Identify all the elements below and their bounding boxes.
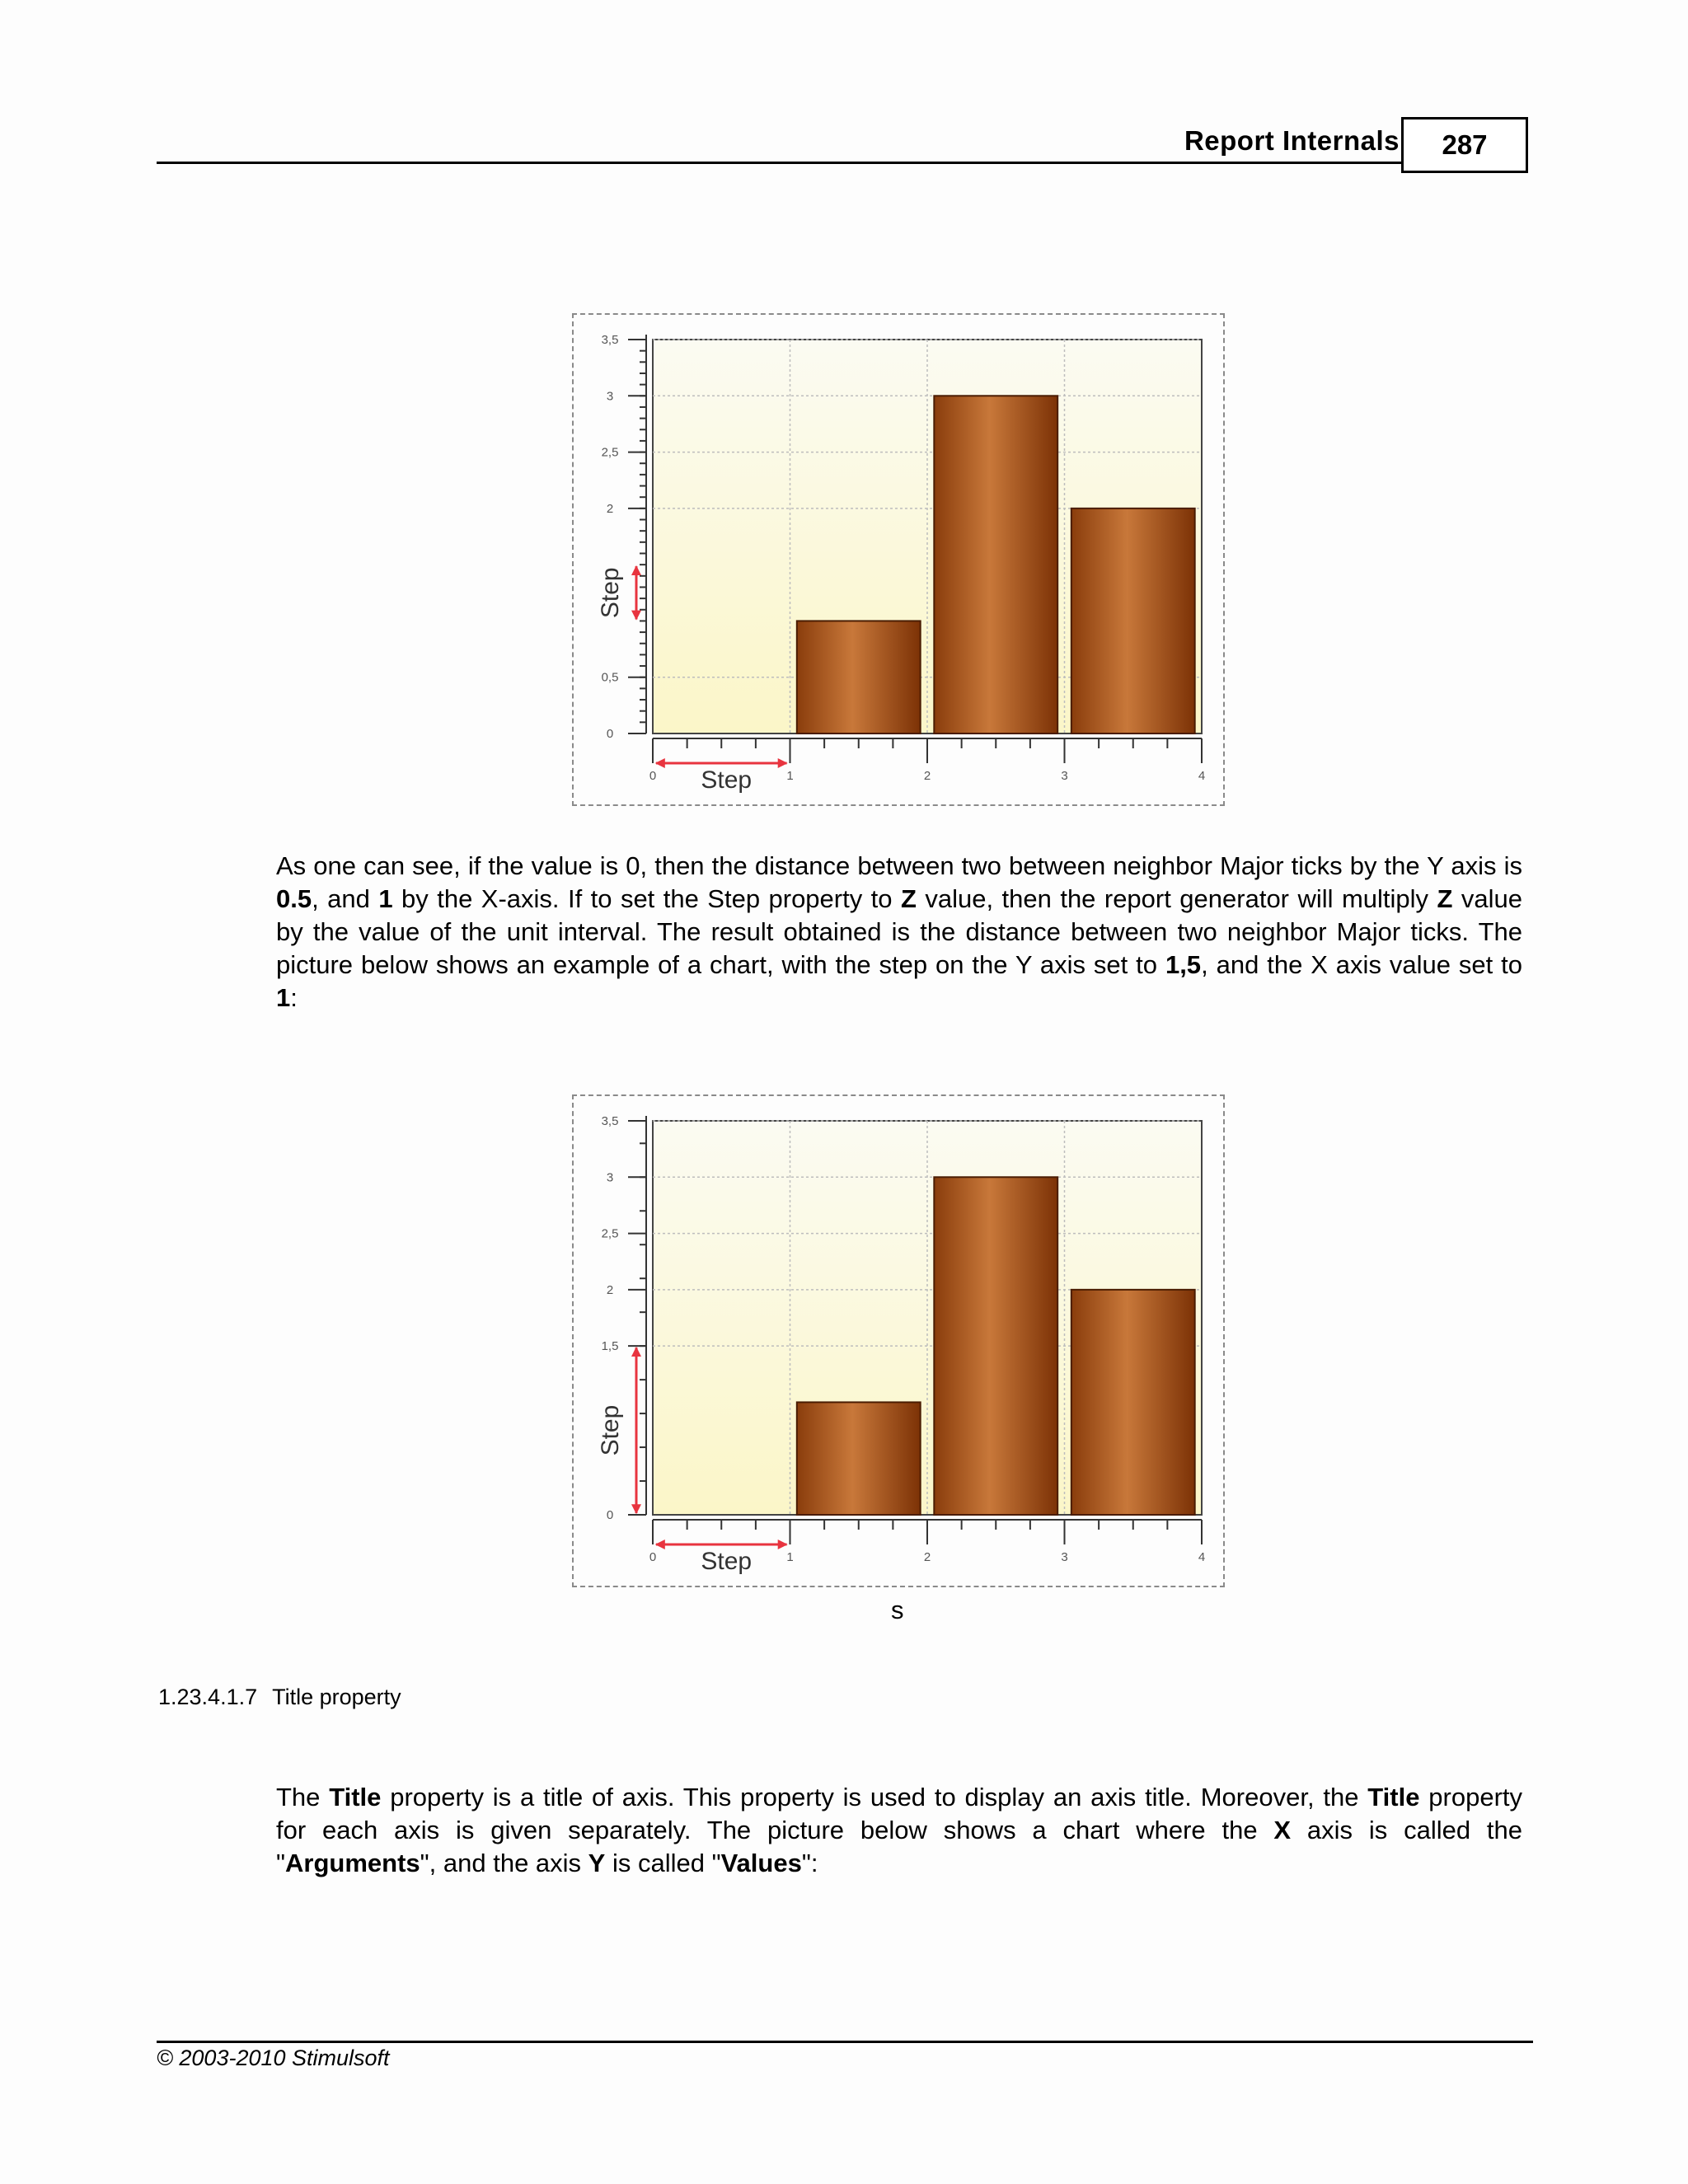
y-tick-label: 3,5 — [601, 1114, 619, 1128]
chart-svg — [574, 1096, 1226, 1589]
figure-caption: s — [891, 1596, 904, 1624]
text-run: property for each axis is given separately. The picture below shows a chart where the — [276, 1783, 1523, 1844]
paragraph-title-property — [276, 1781, 1522, 1880]
chart-step-default — [572, 313, 1225, 806]
bold-run: 0.5 — [276, 884, 312, 913]
text-run: property is a title of axis. This property is used to display an axis title. Moreover, the — [381, 1783, 1368, 1811]
text-run: , and — [312, 884, 379, 913]
bar — [1071, 509, 1195, 733]
text-run: value, then the report generator will multiply — [916, 884, 1437, 913]
x-tick-label: 4 — [1198, 769, 1206, 783]
y-tick-label: 2 — [606, 501, 614, 516]
footer-rule — [157, 2041, 1533, 2043]
text-run: : — [290, 983, 298, 1012]
bold-run: Title — [329, 1783, 382, 1811]
paragraph-step-explanation — [276, 850, 1522, 1015]
bold-run: X — [1273, 1816, 1292, 1844]
text-run: , and the X axis value set to — [1201, 950, 1522, 979]
y-tick-label: 0 — [606, 1508, 614, 1522]
x-tick-label: 3 — [1061, 1550, 1068, 1564]
page-number: 287 — [1442, 129, 1488, 160]
text-run: The — [276, 1783, 330, 1811]
y-tick-label: 0 — [606, 727, 614, 741]
text-run: by the X-axis. If to set the Step property to — [392, 884, 901, 913]
x-tick-label: 0 — [649, 1550, 657, 1564]
bold-run: 1 — [276, 983, 291, 1012]
x-tick-label: 4 — [1198, 1550, 1206, 1564]
x-step-label: Step — [701, 766, 753, 794]
bold-run: Arguments — [285, 1849, 420, 1877]
y-tick-label: 3 — [606, 1170, 614, 1185]
text-run: ", and the axis — [420, 1849, 588, 1877]
bold-run: Z — [1437, 884, 1453, 913]
y-step-label: Step — [597, 1404, 624, 1456]
y-tick-label: 1,5 — [601, 1339, 619, 1354]
bold-run: Title — [1367, 1783, 1420, 1811]
y-step-label: Step — [597, 567, 624, 619]
section-number: 1.23.4.1.7 — [158, 1685, 258, 1709]
x-tick-label: 2 — [923, 1550, 931, 1564]
y-tick-label: 3 — [606, 389, 614, 404]
text-run: value by the value of the unit interval. The result obtained is the distance between two neighbor Major ticks. The picture below shows an example of a chart, with the step on the Y axis set to — [276, 884, 1522, 979]
header-rule — [157, 162, 1403, 164]
chart-svg — [574, 315, 1226, 808]
y-tick-label: 0,5 — [601, 670, 619, 685]
footer-copyright: © 2003-2010 Stimulsoft — [157, 2046, 390, 2070]
bar — [934, 396, 1057, 733]
bold-run: Z — [900, 884, 917, 913]
y-tick-label: 2,5 — [601, 1226, 619, 1241]
x-tick-label: 0 — [649, 769, 657, 783]
bar — [934, 1177, 1057, 1515]
y-tick-label: 2 — [606, 1282, 614, 1297]
bar — [1071, 1290, 1195, 1515]
header-section-title: Report Internals — [1184, 125, 1400, 156]
text-run: is called " — [605, 1849, 721, 1877]
y-tick-label: 2,5 — [601, 445, 619, 460]
page-number-box — [1401, 117, 1528, 173]
chart-step-custom — [572, 1094, 1225, 1587]
bold-run: 1 — [378, 884, 393, 913]
bar — [797, 621, 921, 733]
section-heading — [158, 1685, 401, 1710]
bold-run: Values — [720, 1849, 802, 1877]
x-tick-label: 2 — [923, 769, 931, 783]
bold-run: 1,5 — [1165, 950, 1202, 979]
x-tick-label: 3 — [1061, 769, 1068, 783]
x-tick-label: 1 — [786, 769, 794, 783]
paragraph-text — [276, 850, 1522, 1015]
x-tick-label: 1 — [786, 1550, 794, 1564]
section-title: Title property — [272, 1685, 401, 1709]
text-run: ": — [801, 1849, 818, 1877]
x-step-label: Step — [701, 1548, 753, 1575]
bar — [797, 1402, 921, 1515]
text-run: axis is called the " — [276, 1816, 1522, 1877]
bold-run: Y — [588, 1849, 606, 1877]
text-run: As one can see, if the value is 0, then the distance between two between neighbor Major ticks by the Y axis is — [276, 851, 1522, 880]
y-tick-label: 3,5 — [601, 333, 619, 347]
paragraph-text — [276, 1781, 1522, 1880]
